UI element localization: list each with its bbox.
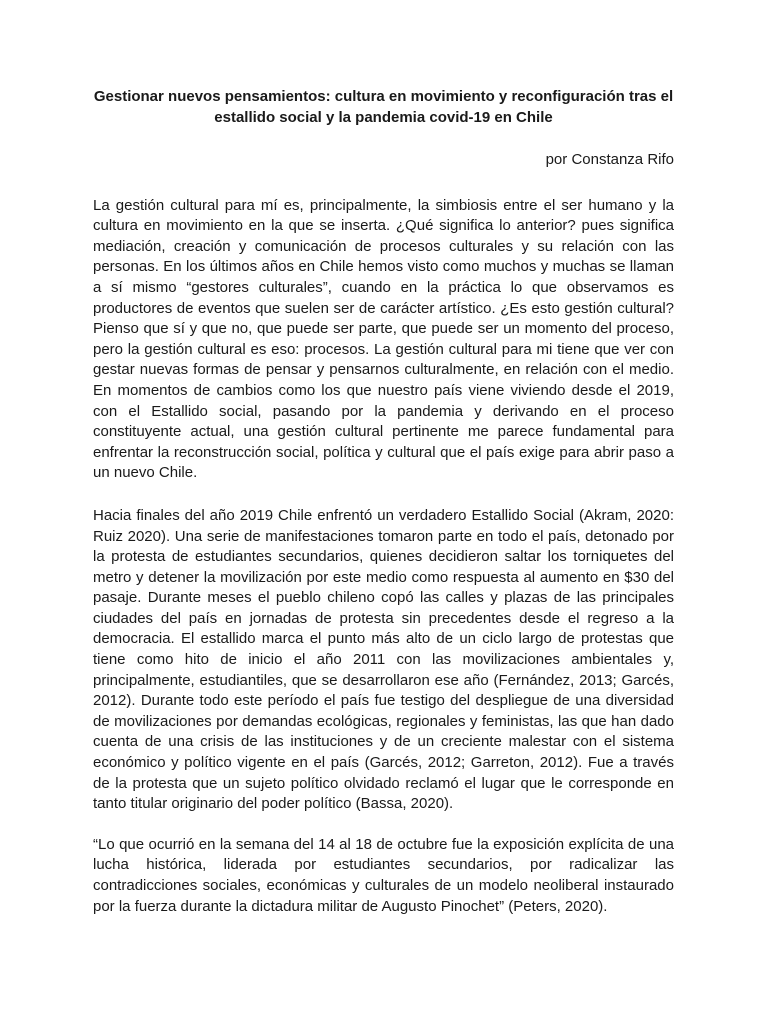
paragraph-1: La gestión cultural para mí es, principalmente, la simbiosis entre el ser humano y la cultura en movimiento en la que se inserta. ¿Qué significa lo anterior? pues significa mediación, creación y comunicación de procesos culturales y su relación con las personas. En los últimos años en Chile hemos visto como muchos y muchas se llaman a sí mismo “gestores culturales”, cuando en la práctica lo que observamos es productores de eventos que suelen ser de carácter artístico. ¿Es esto gestión cultural? Pienso que sí y que no, que puede ser parte, que puede ser un momento del proceso, pero la gestión cultural es eso: procesos. La gestión cultural para mi tiene que ver con gestar nuevas formas de pensar y pensarnos culturalmente, en relación con el medio. En momentos de cambios como los que nuestro país viene viviendo desde el 2019, con el Estallido social, pasando por la pandemia y derivando en el proceso constituyente actual, una gestión cultural pertinente me parece fundamental para enfrentar la reconstrucción social, política y cultural que el país exige para abrir paso a un nuevo Chile. bbox=[93, 196, 674, 482]
author-line: por Constanza Rifo bbox=[545, 151, 674, 168]
document-title: Gestionar nuevos pensamientos: cultura en movimiento y reconfiguración tras el estallido social y la pandemia covid-19 en Chile bbox=[93, 88, 674, 126]
paragraph-3-quote: “Lo que ocurrió en la semana del 14 al 18 de octubre fue la exposición explícita de una lucha histórica, liderada por estudiantes secundarios, por radicalizar las contradicciones sociales, económicas y culturales de un modelo neoliberal instaurado por la fuerza durante la dictadura militar de Augusto Pinochet” (Peters, 2020). bbox=[93, 835, 674, 915]
paragraph-2: Hacia finales del año 2019 Chile enfrentó un verdadero Estallido Social (Akram, 2020: Ruiz 2020). Una serie de manifestaciones tomaron parte en todo el país, detonado por la protesta de estudiantes secundarios, quienes decidieron saltar los torniquetes del metro y detener la movilización por este medio como respuesta al aumento en $30 del pasaje. Durante meses el pueblo chileno copó las calles y plazas de las principales ciudades del país en jornadas de protesta sin precedentes desde el regreso a la democracia. El estallido marca el punto más alto de un ciclo largo de protestas que tiene como hito de inicio el año 2011 con las movilizaciones ambientales y, principalmente, estudiantiles, que se desarrollaron ese año (Fernández, 2013; Garcés, 2012). Durante todo este período el país fue testigo del despliegue de una diversidad de movilizaciones por demandas ecológicas, regionales y feministas, las que han dado cuenta de una crisis de las instituciones y de un creciente malestar con el sistema económico y político vigente en el país (Garcés, 2012; Garreton, 2012). Fue a través de la protesta que un sujeto político olvidado reclamó el lugar que le corresponde en tanto titular originario del poder político (Bassa, 2020). bbox=[93, 506, 674, 813]
document-page bbox=[93, 86, 674, 917]
